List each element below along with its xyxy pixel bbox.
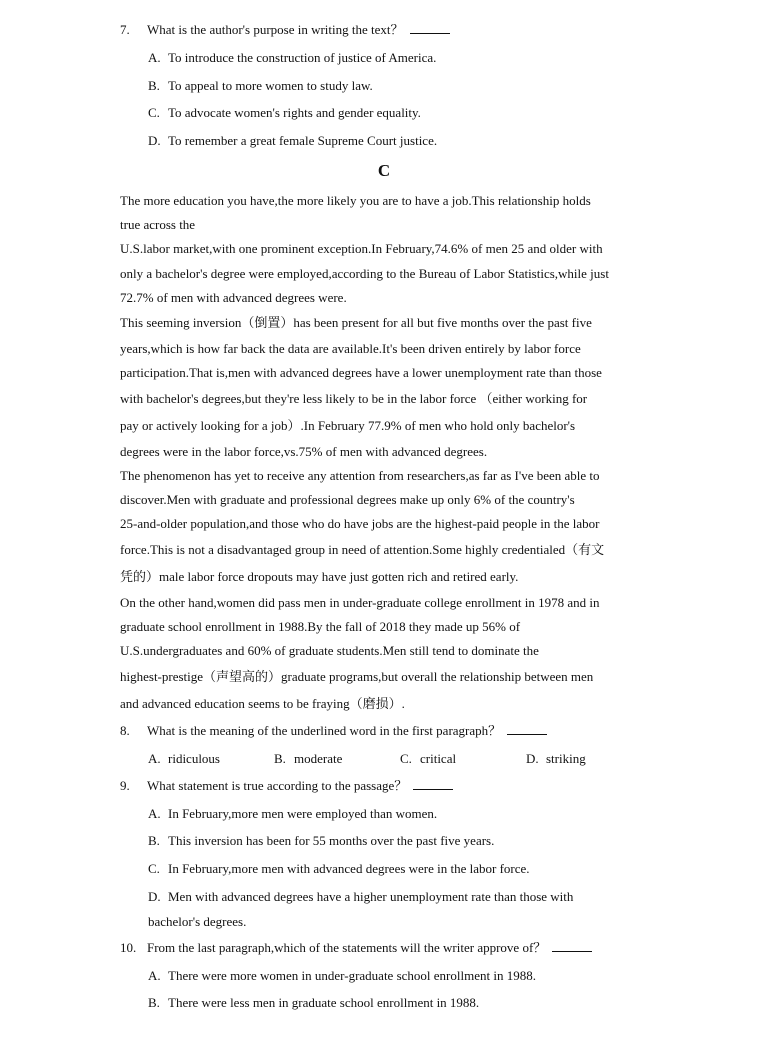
- passage-line: On the other hand,women did pass men in under-graduate college enrollment in 1978 and in: [120, 595, 600, 610]
- question-7: [120, 21, 450, 39]
- option-b: [148, 832, 494, 850]
- option-text: striking: [546, 751, 586, 766]
- passage-heading: C: [377, 161, 391, 180]
- option-letter: D.: [148, 133, 161, 148]
- option-b: [148, 77, 373, 95]
- option-letter: B.: [148, 78, 160, 93]
- passage-line: 72.7% of men with advanced degrees were.: [120, 290, 347, 305]
- option-d: [148, 888, 573, 906]
- option-letter: A.: [148, 751, 161, 766]
- passage-line: participation.That is,men with advanced degrees have a lower unemployment rate than those: [120, 365, 602, 380]
- option-letter: C.: [148, 861, 160, 876]
- passage-line: 25-and-older population,and those who do have jobs are the highest-paid people in the labor: [120, 516, 600, 531]
- passage-line: only a bachelor's degree were employed,according to the Bureau of Labor Statistics,while just: [120, 266, 609, 281]
- option-text: moderate: [294, 751, 343, 766]
- option-text: ridiculous: [168, 751, 220, 766]
- option-text: To appeal to more women to study law.: [168, 78, 373, 93]
- passage-line: true across the: [120, 217, 196, 232]
- option-a: [148, 805, 437, 823]
- question-number: 10.: [120, 940, 137, 955]
- option-letter: B.: [274, 751, 286, 766]
- question-stem: What statement is true according to the passage？: [147, 778, 408, 793]
- passage-line: years,which is how far back the data are available.It's been driven entirely by labor force: [120, 341, 581, 356]
- question-stem: What is the author's purpose in writing the text？: [147, 22, 404, 37]
- passage-line: highest-prestige（声望高的）graduate programs,but overall the relationship between men: [120, 669, 594, 684]
- answer-blank[interactable]: [410, 21, 450, 34]
- option-a: [148, 49, 436, 67]
- option-text: To advocate women's rights and gender equality.: [168, 105, 421, 120]
- option-text: In February,more men with advanced degrees were in the labor force.: [168, 861, 530, 876]
- option-text: To introduce the construction of justice of America.: [168, 50, 437, 65]
- option-letter: A.: [148, 806, 161, 821]
- option-text: There were more women in under-graduate school enrollment in 1988.: [168, 968, 536, 983]
- passage-line: with bachelor's degrees,but they're less likely to be in the labor force （either working for: [120, 391, 588, 406]
- option-text: critical: [420, 751, 457, 766]
- option-letter: D.: [148, 889, 161, 904]
- question-stem: What is the meaning of the underlined word in the first paragraph？: [147, 723, 502, 738]
- option-text: This inversion has been for 55 months over the past five years.: [168, 833, 495, 848]
- passage-line: and advanced education seems to be fraying（磨损）.: [120, 696, 405, 711]
- option-b: [274, 750, 342, 768]
- passage-line: U.S.labor market,with one prominent exception.In February,74.6% of men 25 and older with: [120, 241, 603, 256]
- option-d: [526, 750, 586, 768]
- passage-line: degrees were in the labor force,vs.75% of men with advanced degrees.: [120, 444, 488, 459]
- option-text: There were less men in graduate school enrollment in 1988.: [168, 995, 480, 1010]
- option-b: [148, 994, 479, 1012]
- passage-line: 凭的）male labor force dropouts may have just gotten rich and retired early.: [120, 569, 519, 584]
- option-letter: A.: [148, 50, 161, 65]
- passage-line: force.This is not a disadvantaged group in need of attention.Some highly credentialed（有文: [120, 542, 605, 557]
- option-text: To remember a great female Supreme Court justice.: [168, 133, 438, 148]
- option-letter: C.: [148, 105, 160, 120]
- option-letter: C.: [400, 751, 412, 766]
- option-d: [148, 132, 437, 150]
- answer-blank[interactable]: [507, 722, 547, 735]
- option-text: In February,more men were employed than women.: [168, 806, 438, 821]
- passage-line: U.S.undergraduates and 60% of graduate students.Men still tend to dominate the: [120, 643, 539, 658]
- question-number: 8.: [120, 723, 130, 738]
- option-a: [148, 750, 220, 768]
- option-letter: B.: [148, 833, 160, 848]
- option-letter: B.: [148, 995, 160, 1010]
- option-d-continued: bachelor's degrees.: [148, 914, 247, 929]
- passage-line: The phenomenon has yet to receive any attention from researchers,as far as I've been able to: [120, 468, 600, 483]
- question-8: [120, 722, 547, 740]
- question-number: 9.: [120, 778, 130, 793]
- option-c: [148, 860, 530, 878]
- passage-line: This seeming inversion（倒置）has been present for all but five months over the past five: [120, 315, 592, 330]
- question-stem: From the last paragraph,which of the statements will the writer approve of？: [147, 940, 547, 955]
- question-number: 7.: [120, 22, 130, 37]
- passage-line: pay or actively looking for a job）.In February 77.9% of men who hold only bachelor's: [120, 418, 576, 433]
- option-c: [148, 104, 421, 122]
- passage-line: The more education you have,the more likely you are to have a job.This relationship holds: [120, 193, 591, 208]
- question-9: [120, 777, 453, 795]
- option-letter: A.: [148, 968, 161, 983]
- passage-line: discover.Men with graduate and professional degrees make up only 6% of the country's: [120, 492, 575, 507]
- option-text: Men with advanced degrees have a higher unemployment rate than those with: [168, 889, 574, 904]
- option-a: [148, 967, 536, 985]
- answer-blank[interactable]: [413, 777, 453, 790]
- option-c: [400, 750, 456, 768]
- passage-line: graduate school enrollment in 1988.By the fall of 2018 they made up 56% of: [120, 619, 521, 634]
- option-letter: D.: [526, 751, 539, 766]
- answer-blank[interactable]: [552, 939, 592, 952]
- question-10: [120, 939, 592, 957]
